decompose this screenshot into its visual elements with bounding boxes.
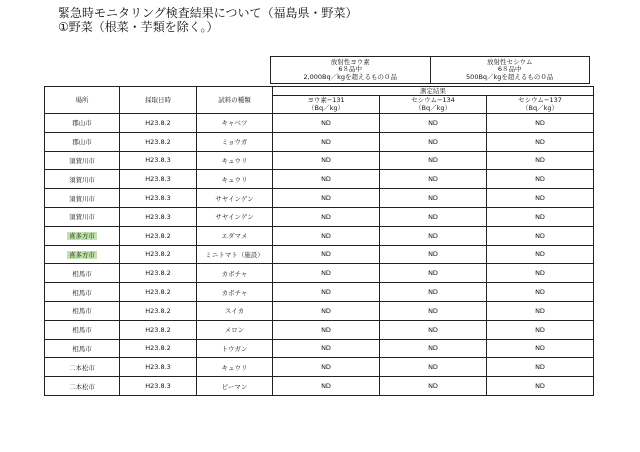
page-subtitle: ①野菜（根菜・芋類を除く。） — [58, 20, 219, 34]
header-cesium134-name: セシウム−134 — [411, 96, 455, 104]
sample-cell: エダマメ — [197, 226, 273, 245]
sample-cell: メロン — [197, 320, 273, 339]
highlighted-place: 喜多方市 — [69, 232, 95, 241]
summary-iodine — [271, 57, 431, 84]
cesium137-cell: ND — [487, 170, 594, 189]
cesium134-cell: ND — [380, 132, 487, 151]
sample-cell: キュウリ — [197, 151, 273, 170]
summary-cesium-line3: 500Bq／kgを超えるもの０品 — [466, 72, 554, 81]
date-cell: H23.8.3 — [120, 358, 197, 377]
cesium137-cell: ND — [487, 245, 594, 264]
summary-cesium-line1: 放射性セシウム — [487, 57, 533, 66]
cesium134-cell: ND — [380, 114, 487, 133]
cesium137-cell: ND — [487, 283, 594, 302]
table-row — [45, 301, 594, 320]
date-cell: H23.8.3 — [120, 377, 197, 396]
cesium137-cell: ND — [487, 132, 594, 151]
table-row — [45, 264, 594, 283]
summary-iodine-line2: 6８品中 — [338, 65, 363, 74]
cesium134-cell: ND — [380, 245, 487, 264]
table-row — [45, 151, 594, 170]
cesium137-cell: ND — [487, 189, 594, 208]
date-cell: H23.8.2 — [120, 226, 197, 245]
results-table — [44, 86, 594, 396]
header-cesium137 — [487, 96, 594, 114]
summary-cesium — [430, 57, 590, 84]
date-cell: H23.8.3 — [120, 189, 197, 208]
table-row — [45, 245, 594, 264]
date-cell: H23.8.3 — [120, 207, 197, 226]
cesium134-cell: ND — [380, 151, 487, 170]
header-cesium137-name: セシウム−137 — [518, 96, 562, 104]
iodine131-cell: ND — [273, 377, 380, 396]
iodine131-cell: ND — [273, 226, 380, 245]
cesium137-cell: ND — [487, 264, 594, 283]
place-cell: 須賀川市 — [45, 151, 120, 170]
date-cell: H23.8.3 — [120, 151, 197, 170]
sample-cell: サヤインゲン — [197, 207, 273, 226]
sample-cell: トウガン — [197, 339, 273, 358]
iodine131-cell: ND — [273, 132, 380, 151]
sample-cell: キュウリ — [197, 358, 273, 377]
table-row — [45, 358, 594, 377]
summary-iodine-line3: 2,000Bq／kgを超えるもの０品 — [303, 72, 398, 81]
header-iodine131 — [273, 96, 380, 114]
sample-cell: ピーマン — [197, 377, 273, 396]
cesium134-cell: ND — [380, 377, 487, 396]
iodine131-cell: ND — [273, 358, 380, 377]
iodine131-cell: ND — [273, 301, 380, 320]
sample-cell: カボチャ — [197, 283, 273, 302]
cesium134-cell: ND — [380, 207, 487, 226]
place-cell: 須賀川市 — [45, 170, 120, 189]
cesium137-cell: ND — [487, 301, 594, 320]
header-row-1 — [45, 87, 594, 96]
sample-cell: カボチャ — [197, 264, 273, 283]
iodine131-cell: ND — [273, 245, 380, 264]
sample-cell: キャベツ — [197, 114, 273, 133]
place-cell: 郡山市 — [45, 132, 120, 151]
header-sample: 試料の種類 — [197, 87, 273, 114]
place-cell: 郡山市 — [45, 114, 120, 133]
date-cell: H23.8.2 — [120, 320, 197, 339]
iodine131-cell: ND — [273, 320, 380, 339]
cesium137-cell: ND — [487, 339, 594, 358]
cesium134-cell: ND — [380, 170, 487, 189]
place-cell: 相馬市 — [45, 301, 120, 320]
sample-cell: キュウリ — [197, 170, 273, 189]
header-cesium134 — [380, 96, 487, 114]
table-row — [45, 320, 594, 339]
cesium134-cell: ND — [380, 339, 487, 358]
page-title: 緊急時モニタリング検査結果について（福島県・野菜） — [58, 6, 358, 20]
place-cell: 相馬市 — [45, 320, 120, 339]
place-cell — [45, 245, 120, 264]
cesium137-cell: ND — [487, 114, 594, 133]
cesium134-cell: ND — [380, 226, 487, 245]
highlighted-place: 喜多方市 — [69, 250, 95, 259]
table-row — [45, 207, 594, 226]
header-place: 場所 — [45, 87, 120, 114]
header-cesium134-unit: （Bq／kg） — [415, 103, 451, 112]
date-cell: H23.8.2 — [120, 283, 197, 302]
table-row — [45, 114, 594, 133]
cesium134-cell: ND — [380, 301, 487, 320]
place-cell: 相馬市 — [45, 339, 120, 358]
summary-cesium-line2: 6８品中 — [497, 65, 522, 74]
header-iodine131-name: ヨウ素−131 — [307, 96, 345, 104]
cesium137-cell: ND — [487, 358, 594, 377]
iodine131-cell: ND — [273, 114, 380, 133]
cesium134-cell: ND — [380, 264, 487, 283]
iodine131-cell: ND — [273, 170, 380, 189]
date-cell: H23.8.2 — [120, 301, 197, 320]
cesium137-cell: ND — [487, 151, 594, 170]
table-row — [45, 132, 594, 151]
header-measurement: 測定結果 — [273, 87, 594, 96]
place-cell: 須賀川市 — [45, 207, 120, 226]
table-row — [45, 189, 594, 208]
cesium137-cell: ND — [487, 207, 594, 226]
date-cell: H23.8.2 — [120, 245, 197, 264]
cesium137-cell: ND — [487, 226, 594, 245]
date-cell: H23.8.2 — [120, 264, 197, 283]
sample-cell: ミニトマト（施設） — [197, 245, 273, 264]
date-cell: H23.8.2 — [120, 114, 197, 133]
header-cesium137-unit: （Bq／kg） — [522, 103, 558, 112]
iodine131-cell: ND — [273, 264, 380, 283]
sample-cell: サヤインゲン — [197, 189, 273, 208]
iodine131-cell: ND — [273, 207, 380, 226]
place-cell: 相馬市 — [45, 283, 120, 302]
date-cell: H23.8.3 — [120, 170, 197, 189]
cesium134-cell: ND — [380, 320, 487, 339]
cesium137-cell: ND — [487, 320, 594, 339]
table-row — [45, 226, 594, 245]
header-date: 採取日時 — [120, 87, 197, 114]
summary-table — [270, 56, 590, 84]
table-row — [45, 170, 594, 189]
header-iodine131-unit: （Bq／kg） — [308, 103, 344, 112]
place-cell: 須賀川市 — [45, 189, 120, 208]
table-row — [45, 339, 594, 358]
date-cell: H23.8.2 — [120, 132, 197, 151]
place-cell: 二本松市 — [45, 377, 120, 396]
place-cell: 相馬市 — [45, 264, 120, 283]
cesium134-cell: ND — [380, 189, 487, 208]
iodine131-cell: ND — [273, 151, 380, 170]
summary-iodine-line1: 放射性ヨウ素 — [330, 57, 370, 66]
place-cell: 二本松市 — [45, 358, 120, 377]
table-row — [45, 283, 594, 302]
results-body — [45, 114, 594, 396]
iodine131-cell: ND — [273, 283, 380, 302]
cesium137-cell: ND — [487, 377, 594, 396]
cesium134-cell: ND — [380, 358, 487, 377]
iodine131-cell: ND — [273, 189, 380, 208]
sample-cell: ミョウガ — [197, 132, 273, 151]
cesium134-cell: ND — [380, 283, 487, 302]
sample-cell: スイカ — [197, 301, 273, 320]
iodine131-cell: ND — [273, 339, 380, 358]
table-row — [45, 377, 594, 396]
date-cell: H23.8.2 — [120, 339, 197, 358]
place-cell — [45, 226, 120, 245]
